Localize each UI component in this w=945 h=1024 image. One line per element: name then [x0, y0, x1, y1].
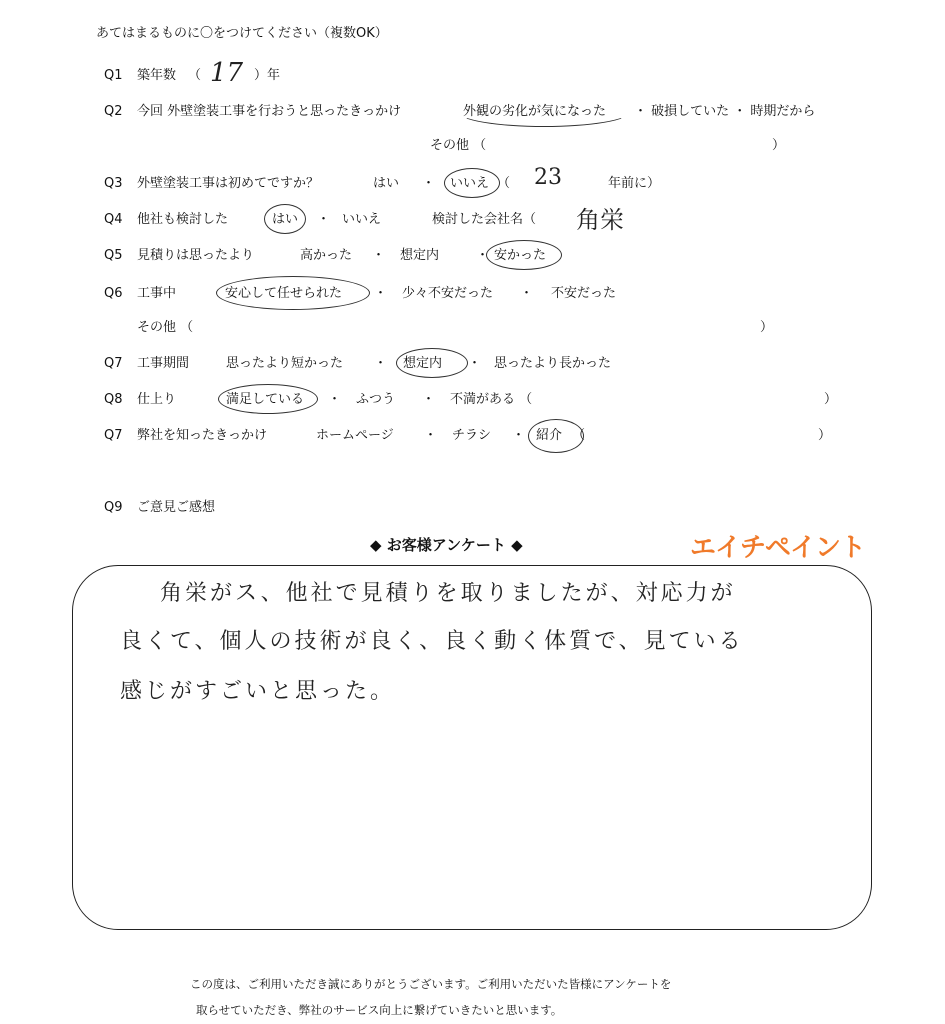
q3-no: いいえ [450, 176, 490, 191]
q7a-dot-2: ・ [468, 356, 482, 371]
q3-years: 23 [534, 165, 562, 190]
q6-other-close: ） [760, 320, 774, 335]
q8-circle-mark [218, 384, 318, 414]
q5-opt-high: 高かった [300, 248, 353, 263]
q5-number: Q5 [104, 248, 123, 263]
q6-opt-slightly: 少々不安だった [402, 286, 494, 301]
q8-opt-satisfied: 満足している [226, 392, 305, 407]
q1-close: ）年 [254, 68, 281, 83]
q7b-opt-flyer: チラシ [452, 428, 492, 443]
q1-number: Q1 [104, 68, 123, 83]
q5-opt-expected: 想定内 [400, 248, 440, 263]
instructions: あてはまるものに〇をつけてください（複数OK） [96, 26, 388, 41]
q3-years-label: 年前に） [608, 176, 661, 191]
q3-yes: はい [373, 176, 400, 191]
q2-other: その他 （ [430, 138, 487, 153]
q4-yes: はい [272, 212, 299, 227]
footer-line-2: 取らせていただき、弊社のサービス向上に繋げていきたいと思います。 [196, 1003, 563, 1017]
q3-years-open: （ [497, 176, 511, 191]
q3-number: Q3 [104, 176, 123, 191]
comment-line-2: 良くて、個人の技術が良く、良く動く体質で、見ている [120, 629, 744, 654]
brand-logo: エイチペイント [690, 533, 866, 563]
q4-circle-mark [264, 204, 306, 234]
q7a-opt-long: 思ったより長かった [494, 356, 612, 371]
q7a-dot: ・ [374, 356, 388, 371]
q7b-dot: ・ [424, 428, 438, 443]
q6-circle-mark [216, 276, 370, 310]
q7a-label: 工事期間 [137, 356, 190, 371]
q3-label: 外壁塗装工事は初めてですか？ [137, 176, 320, 191]
q6-dot-2: ・ [520, 286, 534, 301]
q1-label: 築年数 [137, 68, 177, 83]
q6-other: その他 （ [137, 320, 194, 335]
q5-dot-2: ・ [476, 248, 490, 263]
footer-line-1: この度は、ご利用いただき誠にありがとうございます。ご利用いただいた皆様にアンケートを [190, 977, 672, 991]
q7b-opt-referral: 紹介 [536, 428, 563, 443]
q5-opt-cheap: 安かった [494, 248, 547, 263]
q8-dot-2: ・ [422, 392, 436, 407]
q3-dot: ・ [422, 176, 436, 191]
q6-opt-relieved: 安心して任せられた [225, 286, 343, 301]
q5-label: 見積りは思ったより [137, 248, 255, 263]
q7a-opt-expected: 想定内 [403, 356, 443, 371]
q7b-open: （ [572, 428, 586, 443]
q9-number: Q9 [104, 500, 123, 515]
q8-dot: ・ [328, 392, 342, 407]
q7b-number: Q7 [104, 428, 123, 443]
q6-dot: ・ [374, 286, 388, 301]
q4-number: Q4 [104, 212, 123, 227]
q7b-opt-homepage: ホームページ [316, 428, 394, 443]
q8-opt-dissatisfied: 不満がある （ [450, 392, 533, 407]
q4-label: 他社も検討した [137, 212, 229, 227]
q6-number: Q6 [104, 286, 123, 301]
q4-company: 角栄 [576, 206, 624, 234]
comment-box [72, 565, 872, 930]
q4-dot: ・ [317, 212, 331, 227]
q4-no: いいえ [342, 212, 382, 227]
q2-options-rest: ・ 破損していた ・ 時期だから [634, 104, 816, 119]
q3-circle-mark [444, 168, 500, 198]
q5-circle-mark [486, 240, 562, 270]
q2-circle-mark [458, 97, 630, 127]
q7a-circle-mark [396, 348, 468, 378]
survey-title: ◆ お客様アンケート ◆ [370, 536, 523, 554]
q1-answer: 17 [210, 58, 244, 88]
q2-option-selected: 外観の劣化が気になった [463, 104, 607, 119]
q7b-label: 弊社を知ったきっかけ [137, 428, 268, 443]
q1-open: （ [188, 68, 202, 83]
q9-label: ご意見ご感想 [137, 500, 216, 515]
q5-dot: ・ [372, 248, 386, 263]
q7a-number: Q7 [104, 356, 123, 371]
q8-label: 仕上り [137, 392, 177, 407]
q2-label: 今回 外壁塗装工事を行おうと思ったきっかけ [137, 104, 402, 119]
comment-line-1: 角栄がス、他社で見積りを取りましたが、対応力が [160, 581, 736, 606]
q2-number: Q2 [104, 104, 123, 119]
q6-opt-anxious: 不安だった [551, 286, 617, 301]
q4-company-label: 検討した会社名（ [432, 212, 537, 227]
q7b-close: ） [818, 428, 832, 443]
comment-line-3: 感じがすごいと思った。 [120, 679, 396, 704]
q8-number: Q8 [104, 392, 123, 407]
q8-opt-normal: ふつう [356, 392, 396, 407]
q7a-opt-short: 思ったより短かった [226, 356, 344, 371]
q8-close: ） [824, 392, 838, 407]
q6-label: 工事中 [137, 286, 177, 301]
q2-other-close: ） [772, 138, 786, 153]
q7b-dot-2: ・ [512, 428, 526, 443]
